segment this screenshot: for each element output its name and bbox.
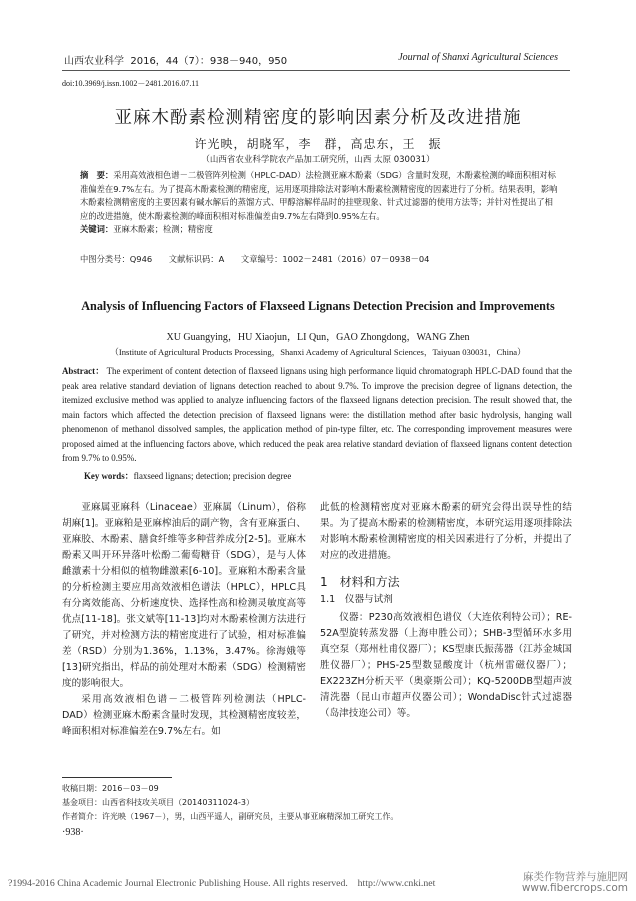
abstract-cn <box>80 169 558 237</box>
footnote-received: 收稿日期：2016－03－09 <box>62 784 159 793</box>
clc-number: 中图分类号：Q946 <box>80 254 153 264</box>
watermark-line-1: 麻类作物营养与施肥网 <box>523 871 628 883</box>
body-paragraph: 仪器：P230高效液相色谱仪（大连依利特公司）；RE-52A型旋转蒸发器（上海申胜公司）；SHB-3型循环水多用真空泵（郑州杜甫仪器厂）；KS型康氏振荡器（江苏金城国胜仪器厂）；PHS-25型数显酸度计（杭州雷磁仪器厂）；EX223ZH分析天平（奥豪斯公司）；KQ-5200DB型超声波清洗器（昆山市超声仪器公司）；WondaDisc针式过滤器（岛津技迩公司）等。 <box>320 612 572 719</box>
article-number: 文章编号：1002－2481（2016）07－0938－04 <box>240 254 430 264</box>
authors-cn: 许光映，胡晓军，李 群，高忠东，王 振 <box>194 137 442 151</box>
page-title-cn: 亚麻木酚素检测精密度的影响因素分析及改进措施 <box>114 108 522 128</box>
footnote-author: 作者简介：许光映（1967－），男，山西平遥人，副研究员，主要从事亚麻精深加工研究工作。 <box>62 812 399 821</box>
header-rule <box>62 70 570 71</box>
body-paragraph: 采用高效液相色谱－二极管阵列检测法（HPLC-DAD）检测亚麻木酚素含量时发现，其检测精密度较差，峰面积相对标准偏差在9.7%左右。如 <box>62 694 306 737</box>
page-number: ·938· <box>62 827 84 838</box>
body-paragraph: 亚麻属亚麻科（Linaceae）亚麻属（Linum），俗称胡麻[1]。亚麻粕是亚麻榨油后的副产物，含有亚麻蛋白、亚麻胶、木酚素、膳食纤维等多种营养成分[2-5]。亚麻木酚素又叫开环异落叶松酚二葡萄糖苷（SDG），是与人体雌激素十分相似的植物雌激素[6-10]。亚麻粕木酚素含量的分析检测主要应用高效液相色谱法（HPLC），HPLC具有分离效能高、分析速度快、选择性高和检测灵敏度高等优点[11-18]。张文斌等[11-13]均对木酚素检测方法进行了研究，并对检测方法的精密度进行了试验，相对标准偏差（RSD）分别为1.36%，1.13%，3.47%。徐海娥等[13]研究指出，样品的前处理对木酚素（SDG）检测精密度的影响很大。 <box>62 502 306 689</box>
affiliation-en: （Institute of Agricultural Products Processing，Shanxi Academy of Agricultural Sciences，Taiyuan 030031，China） <box>110 347 526 357</box>
abstract-cn-text: 采用高效液相色谱－二极管阵列检测（HPLC-DAD）法检测亚麻木酚素（SDG）含量时发现，木酚素检测的峰面积相对标准偏差在9.7%左右。为了提高木酚素检测的精密度，运用逐项排除法对影响木酚素检测精密度的因素进行了分析。结果表明，影响木酚素检测精密度的主要因素有碱水解后的蒸馏方式、甲醇溶解样品时的挂壁现象、针式过滤器的使用方法等；并针对性提出了相应的改进措施，使木酚素检测的峰面积相对标准偏差由9.7%左右降到0.95%左右。 <box>80 170 558 221</box>
watermark-line-2: www.fibercrops.com <box>521 882 628 894</box>
abstract-cn-label: 摘 要： <box>80 170 114 180</box>
authors-en: XU Guangying，HU Xiaojun，LI Qun，GAO Zhongdong，WANG Zhen <box>166 332 470 343</box>
affiliation-cn: （山西省农业科学院农产品加工研究所，山西 太原 030031） <box>201 155 435 165</box>
abstract-en-label: Abstract： <box>62 366 105 376</box>
footnote-fund: 基金项目：山西省科技攻关项目（20140311024-3） <box>62 798 254 807</box>
journal-name-en: Journal of Shanxi Agricultural Sciences <box>398 52 558 63</box>
keywords-cn-label: 关键词： <box>80 224 114 234</box>
abstract-en <box>62 364 572 466</box>
doi[interactable]: doi:10.3969/j.issn.1002－2481.2016.07.11 <box>62 79 200 88</box>
keywords-en: flaxseed lignans; detection; precision degree <box>133 471 292 481</box>
abstract-en-text: The experiment of content detection of flaxseed lignans using high performance liquid chromatograph HPLC-DAD found that the peak area relative standard deviation of lignans detection reached to about 9.7%. To improve the precision degree of lignans detection, the itemized exclusive method was applied to analyze influencing factors of the flaxseed lignans detection precision. The result showed that, the main factors which affected the detection precision of flaxseed lignans were: the distillation method after basic hydrolysis, hanging wall phenomenon of methanol dissolved samples, the application method of pin-type filter, etc. The corresponding improvement measures were proposed aimed at the influencing factors above, which reduced the peak area relative standard deviation of flaxseed lignans content detection from 9.7% to 0.95%. <box>62 366 572 463</box>
journal-name-cn: 山西农业科学 <box>64 56 124 67</box>
body-column-left <box>62 500 306 740</box>
keywords-en-block <box>84 469 291 482</box>
subsection-heading: 1.1 仪器与试剂 <box>320 594 393 605</box>
copyright-text: ?1994-2016 China Academic Journal Electronic Publishing House. All rights reserved. http://www.cnki.net <box>8 878 436 889</box>
footnotes <box>62 782 570 824</box>
page-title-en: Analysis of Influencing Factors of Flaxseed Lignans Detection Precision and Improvements <box>81 299 555 313</box>
section-heading: 1 材料和方法 <box>320 575 400 589</box>
footnote-rule <box>62 777 172 778</box>
body-paragraph: 此低的检测精密度对亚麻木酚素的研究会得出误导性的结果。为了提高木酚素的检测精密度，本研究运用逐项排除法对影响木酚素检测精密度的相关因素进行了分析，并提出了对应的改进措施。 <box>320 502 572 561</box>
keywords-cn: 亚麻木酚素；检测；精密度 <box>113 224 213 234</box>
keywords-en-label: Key words： <box>84 471 134 481</box>
document-code: 文献标识码：A <box>168 254 225 264</box>
issue-info: 2016，44（7）：938－940，950 <box>130 56 288 67</box>
watermark <box>522 872 628 894</box>
classification-meta <box>80 253 443 265</box>
running-header-left <box>64 52 287 67</box>
body-column-right <box>320 500 572 722</box>
